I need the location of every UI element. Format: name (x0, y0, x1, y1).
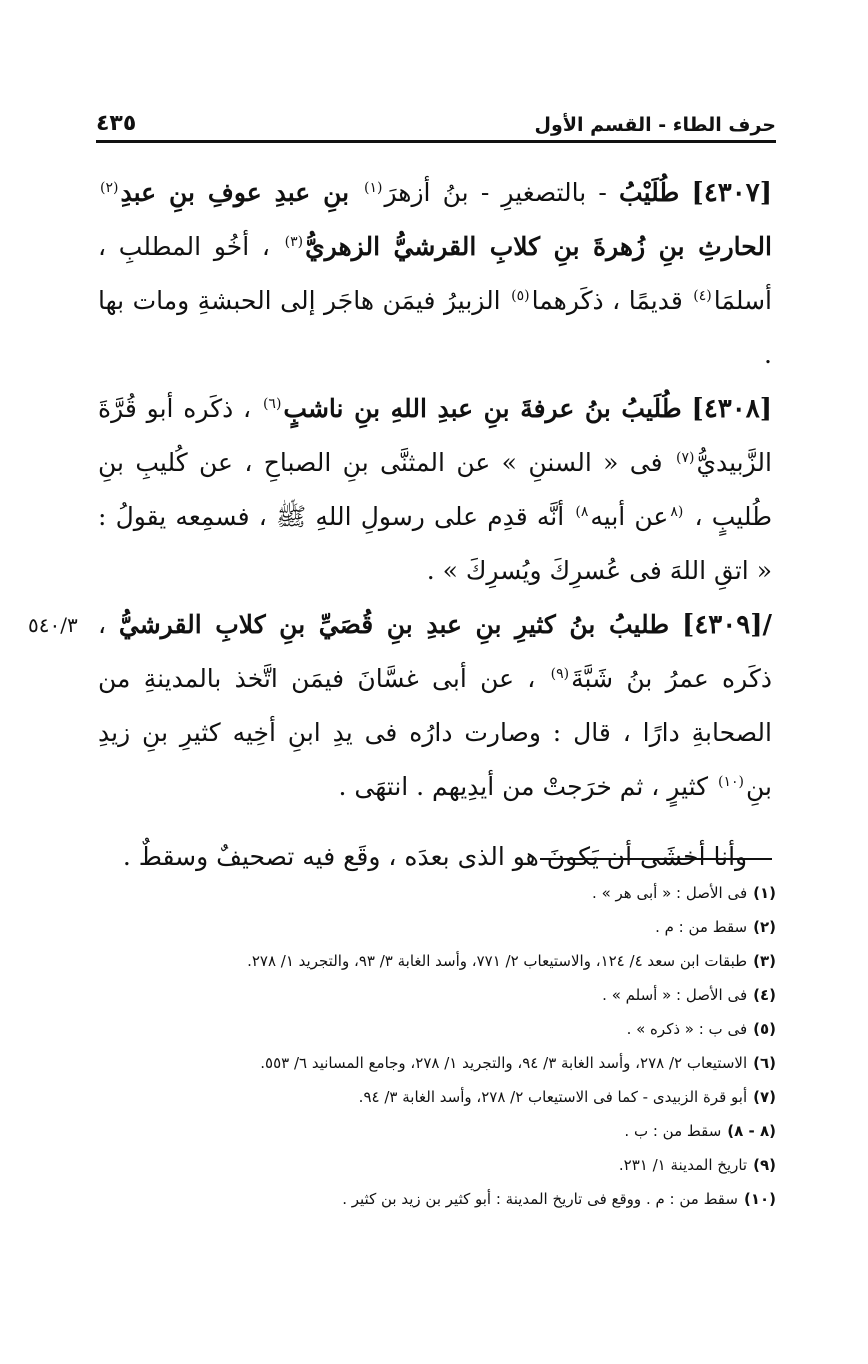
footnote (96, 944, 776, 978)
entry-text: قديمًا ، ذكَرهما (531, 286, 692, 315)
footnote-label: (١٠) (743, 1190, 776, 1208)
footnote-marker[interactable]: (٣) (284, 233, 304, 250)
footnote-text: فى الأصل : « أسلم » . (602, 986, 748, 1004)
entry-4309 (28, 598, 773, 814)
entry-4307 (98, 166, 772, 382)
footnote-text: الاستيعاب ٢/ ٢٧٨، وأسد الغابة ٣/ ٩٤، والتجريد ١/ ٢٧٨، وجامع المسانيد ٦/ ٥٥٣. (260, 1054, 748, 1072)
entry-text: أنَّه قدِم على رسولِ اللهِ ﷺ ، فسمِعه يقولُ : « اتقِ اللهَ فى عُسرِكَ ويُسرِكَ » . (98, 502, 772, 585)
entry-4308 (98, 382, 772, 598)
entry-name: طُلَيبُ بنُ عرفةَ بنِ عبدِ اللهِ بنِ ناشبٍ (283, 394, 682, 423)
footnote (96, 1080, 776, 1114)
footnote (96, 1012, 776, 1046)
footnote-text: سقط من : م . ووقع فى تاريخ المدينة : أبو كثير بن زيد بن كثير . (342, 1190, 738, 1208)
entry-text: عن أبيه (590, 502, 669, 531)
entry-text: فى « السننِ » عن المثنَّى بنِ الصباحِ ، عن كُليبِ بنِ طُليبٍ ، (98, 448, 772, 531)
entry-number: [٤٣٠٧] (691, 178, 772, 208)
entry-text: ، ذكَره أبو قُرَّةَ الزَّبيديُّ (98, 394, 772, 477)
footnote-marker[interactable]: (١) (364, 179, 383, 196)
footnote-text: سقط من : م . (655, 918, 748, 936)
entry-text: بنِ عبدِ عوفِ بنِ عبدِ (120, 178, 363, 207)
footnote-label: (٥) (753, 1020, 776, 1038)
footnote-text: تاريخ المدينة ١/ ٢٣١. (618, 1156, 748, 1174)
footnote-label: (٦) (753, 1054, 776, 1072)
entry-text: كثيرٍ ، ثم خرَجتْ من أيدِيهم . انتهَى . (338, 772, 717, 801)
footnote-marker[interactable]: (١٠) (718, 773, 744, 790)
running-title: حرف الطاء - القسم الأول (534, 114, 776, 136)
volume-page-reference: ٥٤٠/٣ (28, 613, 78, 637)
footnote-marker[interactable]: (٢) (100, 179, 119, 196)
footnote-text: فى ب : « ذكره » . (626, 1020, 748, 1038)
footnote-marker[interactable]: (٩) (550, 665, 570, 682)
footnote (96, 1182, 776, 1216)
entry-name: طليبُ بنُ كثيرِ بنِ عبدِ بنِ قُصَيِّ بنِ كلابِ القرشيُّ (118, 610, 670, 639)
entry-name: طُلَيْبُ (619, 178, 680, 207)
entry-number: [٤٣٠٨] (691, 394, 772, 424)
footnote-text: فى الأصل : « أبى هر » . (592, 884, 748, 902)
page-break-slash: / (762, 610, 773, 640)
entry-text: - بالتصغيرِ - بنُ أزهرَ (384, 178, 620, 207)
footnote-text: أبو قرة الزبيدى - كما فى الاستيعاب ٢/ ٢٧٨، وأسد الغابة ٣/ ٩٤. (358, 1088, 748, 1106)
footnote (96, 1046, 776, 1080)
main-text (28, 166, 773, 884)
footnote-marker[interactable]: ٨) (575, 503, 589, 520)
footnote (96, 1114, 776, 1148)
footnote-marker[interactable]: (٥) (511, 287, 530, 304)
footnote-marker[interactable]: (٧) (675, 449, 695, 466)
footnote-label: (٤) (753, 986, 776, 1004)
footnote-text: سقط من : ب . (624, 1122, 722, 1140)
footnote-label: (٨ - ٨) (727, 1122, 776, 1140)
entry-number: [٤٣٠٩] (682, 610, 763, 640)
entry-text: الزبيرُ فيمَن هاجَر إلى الحبشةِ ومات بها . (98, 286, 772, 369)
closing-remark: وأنا أخشَى أن يَكونَ هو الذى بعدَه ، وقَع فيه تصحيفٌ وسقطٌ . (122, 842, 748, 871)
footnote-marker[interactable]: (٤) (693, 287, 712, 304)
footnote (96, 910, 776, 944)
footnote (96, 876, 776, 910)
entry-text: ، أخُو المطلبِ ، أسلمَا (98, 232, 773, 315)
footnote-separator (540, 858, 772, 860)
footnote-text: طبقات ابن سعد ٤/ ١٢٤، والاستيعاب ٢/ ٧٧١، وأسد الغابة ٣/ ٩٣، والتجريد ١/ ٢٧٨. (247, 952, 748, 970)
entry-text: الحارثِ بنِ زُهرةَ بنِ كلابِ القرشيُّ الزهريُّ (305, 232, 772, 261)
footnote (96, 1148, 776, 1182)
header-rule (96, 140, 776, 143)
footnotes-list (96, 876, 776, 1216)
entry-text: ، ذكَره عمرُ بنُ شَبَّةَ (98, 610, 772, 693)
footnote-label: (٣) (753, 952, 776, 970)
footnote-label: (١) (753, 884, 776, 902)
footnote-label: (٩) (753, 1156, 776, 1174)
footnote-label: (٢) (753, 918, 776, 936)
page-number: ٤٣٥ (96, 111, 137, 136)
footnote (96, 978, 776, 1012)
entry-text: ، عن أبى غسَّانَ فيمَن اتَّخذ بالمدينةِ من الصحابةِ دارًا ، قال : وصارت دارُه فى يدِ ابنِ أخِيه كثيرِ بنِ زيدِ بنِ (98, 664, 772, 801)
footnote-marker[interactable]: (٨ (670, 503, 684, 520)
footnote-label: (٧) (753, 1088, 776, 1106)
page-header (96, 96, 776, 136)
footnote-marker[interactable]: (٦) (262, 395, 282, 412)
